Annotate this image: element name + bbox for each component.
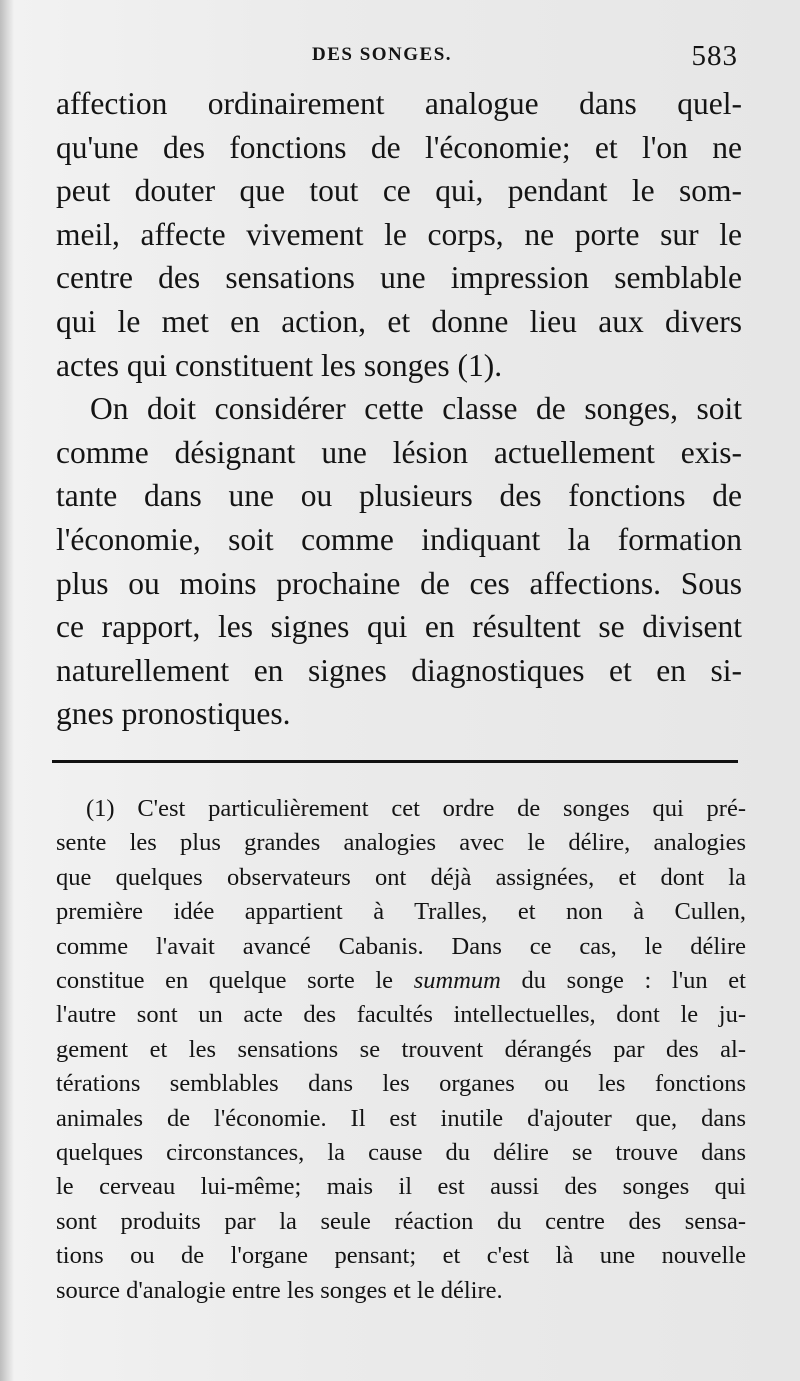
text-line: ce rapport, les signes qui en résultent se divisent xyxy=(56,609,742,645)
text-line: qu'une des fonctions de l'économie; et l'on ne xyxy=(56,129,742,165)
footnote-line: animales de l'économie. Il est inutile d'ajouter que, dans xyxy=(56,1104,746,1132)
footnote-line: sente les plus grandes analogies avec le délire, analogies xyxy=(56,829,746,857)
paragraph-1 xyxy=(56,82,742,387)
footnote-text-before: constitue en quelque sorte le xyxy=(56,967,414,995)
page-gutter-shadow xyxy=(0,0,14,1381)
paragraph-2 xyxy=(56,387,742,736)
footnote-line: que quelques observateurs ont déjà assignées, et dont la xyxy=(56,863,746,891)
text-line: tante dans une ou plusieurs des fonctions de xyxy=(56,478,742,514)
text-line: l'économie, soit comme indiquant la formation xyxy=(56,521,742,557)
footnote xyxy=(56,792,746,1308)
text-line: plus ou moins prochaine de ces affections. Sous xyxy=(56,565,742,601)
footnote-italic-term: summum xyxy=(413,967,501,995)
footnote-line: source d'analogie entre les songes et le délire. xyxy=(56,1276,503,1304)
footnote-line: (1) C'est particulièrement cet ordre de songes qui pré- xyxy=(86,795,746,822)
footnote-line: comme l'avait avancé Cabanis. Dans ce cas, le délire xyxy=(56,932,746,960)
text-line: affection ordinairement analogue dans quel- xyxy=(56,86,742,121)
footnote-line-with-italic xyxy=(56,964,746,998)
page-number: 583 xyxy=(691,40,738,72)
running-title: DES SONGES. xyxy=(312,44,453,65)
text-line: gnes pronostiques. xyxy=(56,696,291,732)
text-line: centre des sensations une impression semblable xyxy=(56,260,742,296)
text-line: peut douter que tout ce qui, pendant le som- xyxy=(56,173,742,209)
footnote-line: l'autre sont un acte des facultés intellectuelles, dont le ju- xyxy=(56,1001,746,1029)
text-line: On doit considérer cette classe de songes, soit xyxy=(90,391,742,427)
footnote-line: quelques circonstances, la cause du délire se trouve dans xyxy=(56,1139,746,1167)
footnote-line: première idée appartient à Tralles, et non à Cullen, xyxy=(56,898,746,926)
text-line: actes qui constituent les songes (1). xyxy=(56,347,503,383)
text-line: naturellement en signes diagnostiques et en si- xyxy=(56,652,742,688)
footnote-line: gement et les sensations se trouvent dérangés par des al- xyxy=(56,1035,746,1063)
main-text xyxy=(56,82,742,736)
footnote-line: tions ou de l'organe pensant; et c'est là une nouvelle xyxy=(56,1242,746,1270)
footnote-text-after: du songe : l'un et xyxy=(500,967,746,995)
footnote-line: sont produits par la seule réaction du centre des sensa- xyxy=(56,1207,746,1235)
text-line: qui le met en action, et donne lieu aux divers xyxy=(56,303,742,339)
footnote-separator-rule xyxy=(52,760,738,763)
footnote-line: térations semblables dans les organes ou les fonctions xyxy=(56,1070,746,1098)
text-line: meil, affecte vivement le corps, ne porte sur le xyxy=(56,216,742,252)
footnote-line: le cerveau lui-même; mais il est aussi des songes qui xyxy=(56,1173,746,1201)
text-line: comme désignant une lésion actuellement exis- xyxy=(56,434,742,470)
